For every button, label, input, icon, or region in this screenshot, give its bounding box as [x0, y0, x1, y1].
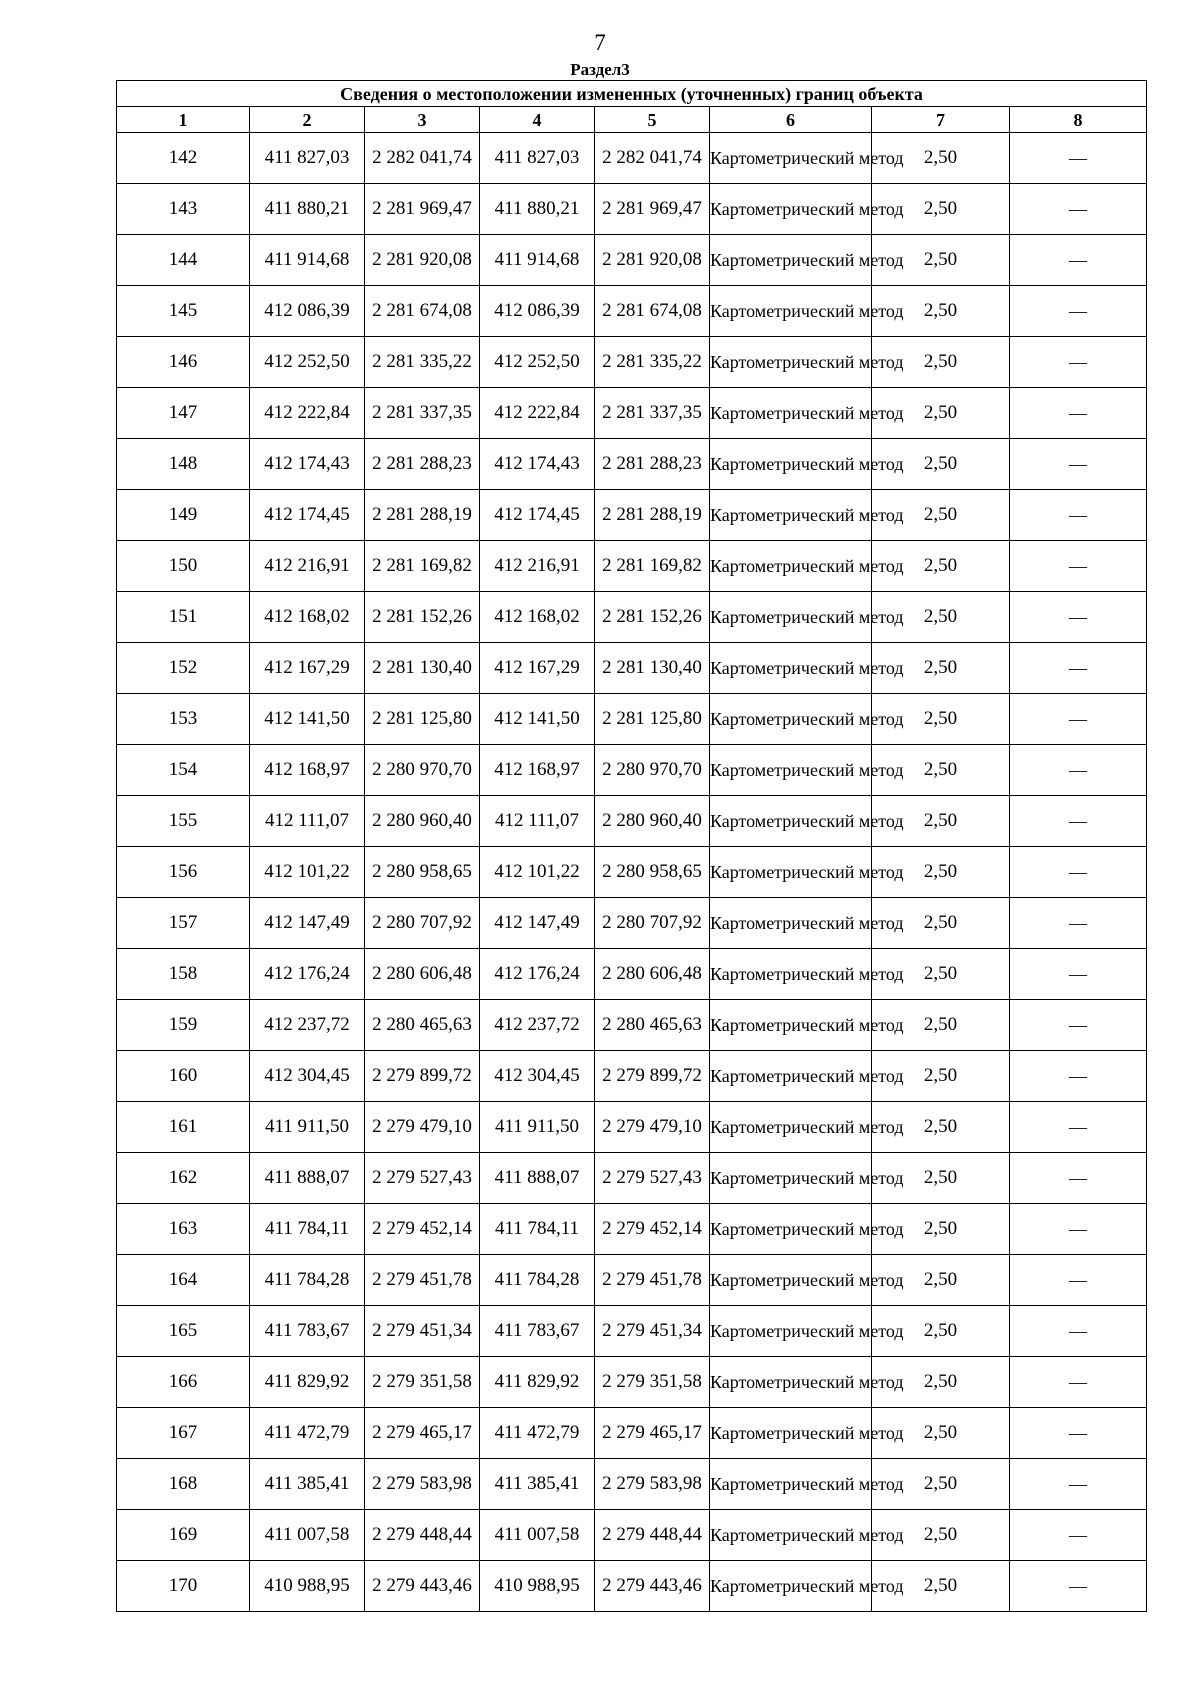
table-row [117, 694, 1147, 745]
x-new-cell: 411 914,68 [480, 235, 595, 286]
y-new-cell: 2 279 527,43 [595, 1153, 710, 1204]
y-old-cell: 2 279 527,43 [365, 1153, 480, 1204]
precision-cell: 2,50 [872, 694, 1010, 745]
method-cell: Картометрический метод [710, 1357, 872, 1408]
description-cell: — [1010, 1255, 1147, 1306]
column-number: 1 [117, 107, 250, 133]
y-old-cell: 2 282 041,74 [365, 133, 480, 184]
precision-cell: 2,50 [872, 1153, 1010, 1204]
precision-cell: 2,50 [872, 439, 1010, 490]
y-old-cell: 2 280 606,48 [365, 949, 480, 1000]
point-number-cell: 142 [117, 133, 250, 184]
table-row [117, 1153, 1147, 1204]
precision-cell: 2,50 [872, 490, 1010, 541]
x-old-cell: 412 147,49 [250, 898, 365, 949]
table-row [117, 1306, 1147, 1357]
point-number-cell: 164 [117, 1255, 250, 1306]
point-number-cell: 165 [117, 1306, 250, 1357]
precision-cell: 2,50 [872, 1204, 1010, 1255]
y-old-cell: 2 281 125,80 [365, 694, 480, 745]
column-number-row [117, 107, 1147, 133]
description-cell: — [1010, 439, 1147, 490]
description-cell: — [1010, 643, 1147, 694]
y-old-cell: 2 281 130,40 [365, 643, 480, 694]
x-old-cell: 412 168,97 [250, 745, 365, 796]
point-number-cell: 146 [117, 337, 250, 388]
description-cell: — [1010, 1204, 1147, 1255]
description-cell: — [1010, 1459, 1147, 1510]
description-cell: — [1010, 388, 1147, 439]
y-new-cell: 2 279 452,14 [595, 1204, 710, 1255]
method-cell: Картометрический метод [710, 388, 872, 439]
description-cell: — [1010, 745, 1147, 796]
x-old-cell: 411 888,07 [250, 1153, 365, 1204]
table-row [117, 1561, 1147, 1612]
precision-cell: 2,50 [872, 541, 1010, 592]
y-new-cell: 2 279 451,34 [595, 1306, 710, 1357]
point-number-cell: 157 [117, 898, 250, 949]
y-new-cell: 2 281 335,22 [595, 337, 710, 388]
x-new-cell: 410 988,95 [480, 1561, 595, 1612]
table-row [117, 1459, 1147, 1510]
x-new-cell: 412 168,02 [480, 592, 595, 643]
x-new-cell: 412 176,24 [480, 949, 595, 1000]
precision-cell: 2,50 [872, 1510, 1010, 1561]
precision-cell: 2,50 [872, 643, 1010, 694]
point-number-cell: 151 [117, 592, 250, 643]
y-old-cell: 2 281 152,26 [365, 592, 480, 643]
precision-cell: 2,50 [872, 1000, 1010, 1051]
y-old-cell: 2 281 169,82 [365, 541, 480, 592]
y-new-cell: 2 281 152,26 [595, 592, 710, 643]
y-old-cell: 2 279 899,72 [365, 1051, 480, 1102]
x-old-cell: 412 222,84 [250, 388, 365, 439]
y-new-cell: 2 279 479,10 [595, 1102, 710, 1153]
description-cell: — [1010, 1408, 1147, 1459]
description-cell: — [1010, 1510, 1147, 1561]
y-new-cell: 2 281 920,08 [595, 235, 710, 286]
precision-cell: 2,50 [872, 1051, 1010, 1102]
method-cell: Картометрический метод [710, 439, 872, 490]
point-number-cell: 156 [117, 847, 250, 898]
point-number-cell: 163 [117, 1204, 250, 1255]
x-new-cell: 412 216,91 [480, 541, 595, 592]
column-number: 2 [250, 107, 365, 133]
x-old-cell: 411 911,50 [250, 1102, 365, 1153]
y-old-cell: 2 280 970,70 [365, 745, 480, 796]
x-old-cell: 412 216,91 [250, 541, 365, 592]
method-cell: Картометрический метод [710, 847, 872, 898]
x-old-cell: 411 914,68 [250, 235, 365, 286]
precision-cell: 2,50 [872, 388, 1010, 439]
precision-cell: 2,50 [872, 184, 1010, 235]
description-cell: — [1010, 286, 1147, 337]
y-new-cell: 2 281 674,08 [595, 286, 710, 337]
precision-cell: 2,50 [872, 1255, 1010, 1306]
description-cell: — [1010, 1000, 1147, 1051]
y-old-cell: 2 281 920,08 [365, 235, 480, 286]
description-cell: — [1010, 898, 1147, 949]
point-number-cell: 158 [117, 949, 250, 1000]
table-row [117, 1051, 1147, 1102]
x-new-cell: 411 784,28 [480, 1255, 595, 1306]
description-cell: — [1010, 1102, 1147, 1153]
point-number-cell: 169 [117, 1510, 250, 1561]
point-number-cell: 145 [117, 286, 250, 337]
y-old-cell: 2 280 707,92 [365, 898, 480, 949]
point-number-cell: 161 [117, 1102, 250, 1153]
method-cell: Картометрический метод [710, 898, 872, 949]
method-cell: Картометрический метод [710, 1561, 872, 1612]
x-old-cell: 411 385,41 [250, 1459, 365, 1510]
x-new-cell: 412 141,50 [480, 694, 595, 745]
x-old-cell: 411 829,92 [250, 1357, 365, 1408]
y-old-cell: 2 279 451,78 [365, 1255, 480, 1306]
x-new-cell: 411 880,21 [480, 184, 595, 235]
precision-cell: 2,50 [872, 1102, 1010, 1153]
table-row [117, 133, 1147, 184]
table-row [117, 1408, 1147, 1459]
y-new-cell: 2 281 969,47 [595, 184, 710, 235]
method-cell: Картометрический метод [710, 796, 872, 847]
y-old-cell: 2 280 958,65 [365, 847, 480, 898]
x-new-cell: 411 888,07 [480, 1153, 595, 1204]
method-cell: Картометрический метод [710, 949, 872, 1000]
x-new-cell: 411 784,11 [480, 1204, 595, 1255]
table-row [117, 541, 1147, 592]
y-old-cell: 2 281 288,19 [365, 490, 480, 541]
y-old-cell: 2 279 351,58 [365, 1357, 480, 1408]
x-new-cell: 412 086,39 [480, 286, 595, 337]
method-cell: Картометрический метод [710, 1510, 872, 1561]
y-old-cell: 2 280 465,63 [365, 1000, 480, 1051]
y-new-cell: 2 279 465,17 [595, 1408, 710, 1459]
x-new-cell: 412 147,49 [480, 898, 595, 949]
table-row [117, 1255, 1147, 1306]
y-old-cell: 2 281 288,23 [365, 439, 480, 490]
method-cell: Картометрический метод [710, 1459, 872, 1510]
table-body [117, 133, 1147, 1612]
table-row [117, 337, 1147, 388]
x-old-cell: 412 237,72 [250, 1000, 365, 1051]
description-cell: — [1010, 694, 1147, 745]
y-old-cell: 2 279 448,44 [365, 1510, 480, 1561]
x-new-cell: 412 111,07 [480, 796, 595, 847]
table-row [117, 847, 1147, 898]
table-row [117, 1000, 1147, 1051]
precision-cell: 2,50 [872, 133, 1010, 184]
y-new-cell: 2 280 958,65 [595, 847, 710, 898]
table-row [117, 796, 1147, 847]
description-cell: — [1010, 235, 1147, 286]
point-number-cell: 149 [117, 490, 250, 541]
x-new-cell: 411 783,67 [480, 1306, 595, 1357]
precision-cell: 2,50 [872, 1561, 1010, 1612]
y-old-cell: 2 279 479,10 [365, 1102, 480, 1153]
section-title: Раздел3 [570, 60, 630, 79]
precision-cell: 2,50 [872, 745, 1010, 796]
description-cell: — [1010, 1306, 1147, 1357]
table-row [117, 745, 1147, 796]
y-old-cell: 2 281 337,35 [365, 388, 480, 439]
x-old-cell: 411 007,58 [250, 1510, 365, 1561]
point-number-cell: 170 [117, 1561, 250, 1612]
table-row [117, 643, 1147, 694]
description-cell: — [1010, 949, 1147, 1000]
method-cell: Картометрический метод [710, 745, 872, 796]
point-number-cell: 153 [117, 694, 250, 745]
y-old-cell: 2 279 583,98 [365, 1459, 480, 1510]
method-cell: Картометрический метод [710, 541, 872, 592]
y-old-cell: 2 280 960,40 [365, 796, 480, 847]
boundary-coordinates-table [116, 80, 1147, 1612]
description-cell: — [1010, 796, 1147, 847]
y-new-cell: 2 279 583,98 [595, 1459, 710, 1510]
x-old-cell: 412 252,50 [250, 337, 365, 388]
x-new-cell: 412 222,84 [480, 388, 595, 439]
method-cell: Картометрический метод [710, 490, 872, 541]
y-new-cell: 2 280 960,40 [595, 796, 710, 847]
x-new-cell: 412 252,50 [480, 337, 595, 388]
precision-cell: 2,50 [872, 898, 1010, 949]
x-old-cell: 412 167,29 [250, 643, 365, 694]
y-new-cell: 2 280 606,48 [595, 949, 710, 1000]
point-number-cell: 167 [117, 1408, 250, 1459]
method-cell: Картометрический метод [710, 592, 872, 643]
y-old-cell: 2 279 452,14 [365, 1204, 480, 1255]
description-cell: — [1010, 490, 1147, 541]
table-row [117, 898, 1147, 949]
column-number: 5 [595, 107, 710, 133]
x-new-cell: 411 007,58 [480, 1510, 595, 1561]
description-cell: — [1010, 337, 1147, 388]
point-number-cell: 147 [117, 388, 250, 439]
method-cell: Картометрический метод [710, 1102, 872, 1153]
method-cell: Картометрический метод [710, 1153, 872, 1204]
table-row [117, 1204, 1147, 1255]
method-cell: Картометрический метод [710, 694, 872, 745]
method-cell: Картометрический метод [710, 1051, 872, 1102]
x-old-cell: 412 176,24 [250, 949, 365, 1000]
method-cell: Картометрический метод [710, 1255, 872, 1306]
x-old-cell: 412 174,43 [250, 439, 365, 490]
table-row [117, 439, 1147, 490]
column-number: 6 [710, 107, 872, 133]
method-cell: Картометрический метод [710, 1000, 872, 1051]
table-row [117, 1510, 1147, 1561]
method-cell: Картометрический метод [710, 1408, 872, 1459]
method-cell: Картометрический метод [710, 286, 872, 337]
method-cell: Картометрический метод [710, 1204, 872, 1255]
method-cell: Картометрический метод [710, 235, 872, 286]
x-new-cell: 412 167,29 [480, 643, 595, 694]
point-number-cell: 152 [117, 643, 250, 694]
page-number: 7 [594, 30, 606, 55]
y-new-cell: 2 281 169,82 [595, 541, 710, 592]
description-cell: — [1010, 184, 1147, 235]
description-cell: — [1010, 592, 1147, 643]
point-number-cell: 168 [117, 1459, 250, 1510]
x-new-cell: 411 911,50 [480, 1102, 595, 1153]
x-new-cell: 412 304,45 [480, 1051, 595, 1102]
method-cell: Картометрический метод [710, 184, 872, 235]
x-old-cell: 411 880,21 [250, 184, 365, 235]
x-new-cell: 412 101,22 [480, 847, 595, 898]
x-old-cell: 412 111,07 [250, 796, 365, 847]
description-cell: — [1010, 133, 1147, 184]
precision-cell: 2,50 [872, 1306, 1010, 1357]
x-old-cell: 412 101,22 [250, 847, 365, 898]
table-row [117, 490, 1147, 541]
point-number-cell: 162 [117, 1153, 250, 1204]
table-row [117, 949, 1147, 1000]
x-old-cell: 410 988,95 [250, 1561, 365, 1612]
y-new-cell: 2 282 041,74 [595, 133, 710, 184]
table-row [117, 235, 1147, 286]
precision-cell: 2,50 [872, 337, 1010, 388]
method-cell: Картометрический метод [710, 133, 872, 184]
precision-cell: 2,50 [872, 949, 1010, 1000]
point-number-cell: 150 [117, 541, 250, 592]
precision-cell: 2,50 [872, 592, 1010, 643]
x-new-cell: 411 385,41 [480, 1459, 595, 1510]
column-number: 3 [365, 107, 480, 133]
point-number-cell: 160 [117, 1051, 250, 1102]
y-new-cell: 2 281 288,19 [595, 490, 710, 541]
precision-cell: 2,50 [872, 1408, 1010, 1459]
x-new-cell: 411 827,03 [480, 133, 595, 184]
table-caption-row [117, 81, 1147, 107]
x-old-cell: 412 304,45 [250, 1051, 365, 1102]
x-old-cell: 412 086,39 [250, 286, 365, 337]
precision-cell: 2,50 [872, 1459, 1010, 1510]
description-cell: — [1010, 1153, 1147, 1204]
x-old-cell: 411 827,03 [250, 133, 365, 184]
y-old-cell: 2 279 443,46 [365, 1561, 480, 1612]
description-cell: — [1010, 847, 1147, 898]
method-cell: Картометрический метод [710, 643, 872, 694]
point-number-cell: 143 [117, 184, 250, 235]
y-new-cell: 2 280 970,70 [595, 745, 710, 796]
column-number: 8 [1010, 107, 1147, 133]
table-row [117, 1102, 1147, 1153]
table-caption: Сведения о местоположении измененных (уточненных) границ объекта [117, 81, 1147, 107]
point-number-cell: 154 [117, 745, 250, 796]
precision-cell: 2,50 [872, 235, 1010, 286]
x-new-cell: 412 174,43 [480, 439, 595, 490]
description-cell: — [1010, 1051, 1147, 1102]
precision-cell: 2,50 [872, 286, 1010, 337]
x-old-cell: 411 784,28 [250, 1255, 365, 1306]
y-new-cell: 2 279 899,72 [595, 1051, 710, 1102]
precision-cell: 2,50 [872, 847, 1010, 898]
description-cell: — [1010, 541, 1147, 592]
y-new-cell: 2 281 125,80 [595, 694, 710, 745]
x-new-cell: 412 237,72 [480, 1000, 595, 1051]
y-old-cell: 2 281 674,08 [365, 286, 480, 337]
point-number-cell: 166 [117, 1357, 250, 1408]
description-cell: — [1010, 1357, 1147, 1408]
precision-cell: 2,50 [872, 1357, 1010, 1408]
point-number-cell: 144 [117, 235, 250, 286]
y-new-cell: 2 281 337,35 [595, 388, 710, 439]
table-row [117, 592, 1147, 643]
description-cell: — [1010, 1561, 1147, 1612]
table-row [117, 286, 1147, 337]
table-row [117, 1357, 1147, 1408]
table-row [117, 388, 1147, 439]
y-new-cell: 2 280 465,63 [595, 1000, 710, 1051]
y-new-cell: 2 281 288,23 [595, 439, 710, 490]
point-number-cell: 159 [117, 1000, 250, 1051]
x-old-cell: 412 174,45 [250, 490, 365, 541]
x-old-cell: 411 784,11 [250, 1204, 365, 1255]
column-number: 4 [480, 107, 595, 133]
point-number-cell: 155 [117, 796, 250, 847]
precision-cell: 2,50 [872, 796, 1010, 847]
x-old-cell: 412 168,02 [250, 592, 365, 643]
column-number: 7 [872, 107, 1010, 133]
y-old-cell: 2 279 451,34 [365, 1306, 480, 1357]
x-old-cell: 411 472,79 [250, 1408, 365, 1459]
y-old-cell: 2 279 465,17 [365, 1408, 480, 1459]
x-new-cell: 412 168,97 [480, 745, 595, 796]
x-new-cell: 411 472,79 [480, 1408, 595, 1459]
y-new-cell: 2 279 351,58 [595, 1357, 710, 1408]
y-new-cell: 2 280 707,92 [595, 898, 710, 949]
y-old-cell: 2 281 969,47 [365, 184, 480, 235]
table-row [117, 184, 1147, 235]
y-new-cell: 2 279 448,44 [595, 1510, 710, 1561]
point-number-cell: 148 [117, 439, 250, 490]
x-old-cell: 411 783,67 [250, 1306, 365, 1357]
method-cell: Картометрический метод [710, 1306, 872, 1357]
x-old-cell: 412 141,50 [250, 694, 365, 745]
y-old-cell: 2 281 335,22 [365, 337, 480, 388]
x-new-cell: 412 174,45 [480, 490, 595, 541]
y-new-cell: 2 279 451,78 [595, 1255, 710, 1306]
y-new-cell: 2 279 443,46 [595, 1561, 710, 1612]
method-cell: Картометрический метод [710, 337, 872, 388]
y-new-cell: 2 281 130,40 [595, 643, 710, 694]
x-new-cell: 411 829,92 [480, 1357, 595, 1408]
